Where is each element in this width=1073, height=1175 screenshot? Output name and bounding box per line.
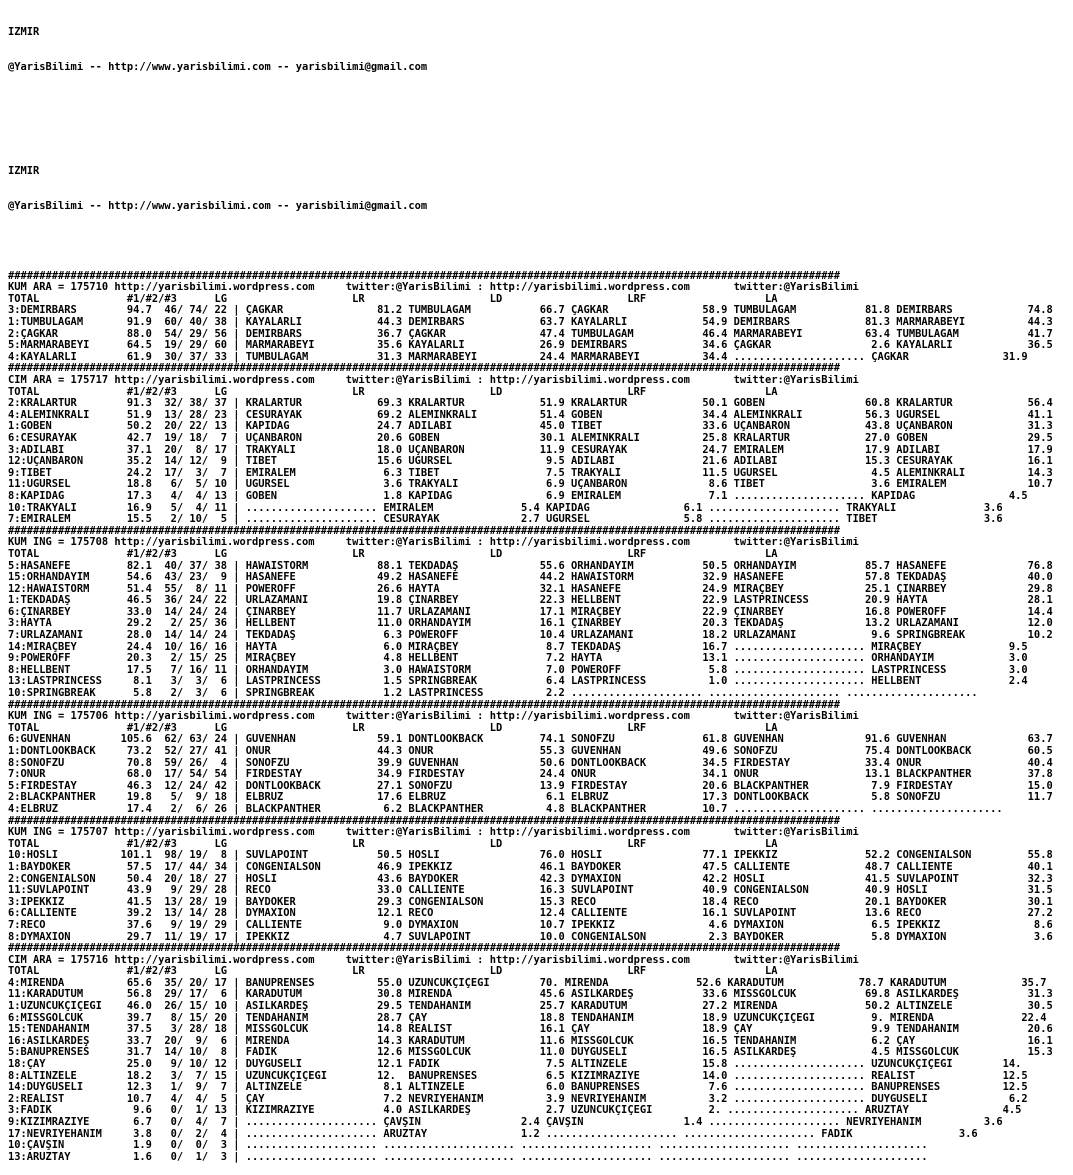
result-row: 2:KRALARTUR 91.3 32/ 38/ 37 | KRALARTUR 69.3 KRALARTUR 51.9 KRALARTUR 50.1 GOBEN 60.8 KRALARTUR 56.4 (8, 398, 1053, 410)
result-row: 4:ALEMİNKRALI 51.9 13/ 28/ 23 | CESURAYAK 69.2 ALEMİNKRALI 51.4 GOBEN 34.4 ALEMİNKRALI 56.3 UGURSEL 41.1 (8, 409, 1053, 421)
result-row: 6:CESURAYAK 42.7 19/ 18/ 7 | UÇANBARON 20.6 GOBEN 30.1 ALEMİNKRALI 25.8 KRALARTUR 27.0 GOBEN 29.5 (8, 432, 1053, 444)
result-row: 15:TENDAHANIM 37.5 3/ 28/ 18 | MİSSGOLCÜK 14.8 REALİST 16.1 ÇAY 18.9 ÇAY 9.9 TENDAHANIM 20.6 (8, 1024, 1053, 1036)
result-row: 1:BAYDOKER 57.5 17/ 44/ 34 | CONGENIALSON 46.9 İPEKKIZ 46.1 BAYDOKER 47.5 CALLİENTE 48.7 CALLİENTE 40.1 (8, 861, 1053, 873)
result-row: 3:DEMİRBARS 94.7 46/ 74/ 22 | ÇAGKAR 81.2 TUMBULAĞAM 66.7 ÇAGKAR 58.9 TUMBULAĞAM 81.8 DEMİRBARS 74.8 (8, 305, 1053, 317)
column-header-line: TOTAL #1/#2/#3 LG LR LD LRF LA (8, 548, 778, 560)
result-row: 2:CONGENIALSON 50.4 20/ 18/ 27 | HOSLİ 43.6 BAYDOKER 42.3 DYMAXION 42.2 HOSLİ 41.5 SUVLAPOINT 32.3 (8, 873, 1053, 885)
contact-line: @YarisBilimi -- http://www.yarisbilimi.com -- yarisbilimi@gmail.com (8, 61, 428, 73)
result-row: 11:SUVLAPOINT 43.9 9/ 29/ 28 | RECO 33.0 CALLİENTE 16.3 SUVLAPOINT 40.9 CONGENIALSON 40.9 HOSLİ 31.5 (8, 885, 1053, 897)
column-header-line: TOTAL #1/#2/#3 LG LR LD LRF LA (8, 838, 778, 850)
result-row: 4:MİRENDA 65.6 35/ 20/ 17 | BANUPRENSES 55.0 UZUNCUKÇİÇEĞİ 70. MİRENDA 52.6 KARADUTUM 78.7 KARADUTUM 35.7 (8, 977, 1047, 989)
result-row: 2:REALİST 10.7 4/ 4/ 5 | ÇAY 7.2 NEVRİYEHANIM 3.9 NEVRİYEHANIM 3.2 ..................... DUYGUSELİ 6.2 (8, 1093, 1028, 1105)
race-block (8, 816, 1073, 944)
city-title: IZMIR (8, 166, 40, 178)
race-block (8, 363, 1073, 525)
race-title-line: KUM ARA = 175710 http://yarisbilimi.wordpress.com twitter:@YarisBilimi : http://yarisbilimi.wordpress.com twitter:@YarisBilimi (8, 282, 859, 294)
result-row: 8:ALTINZELE 18.2 3/ 7/ 15 | UZUNCUKÇİÇEĞİ 12. BANUPRENSES 6.5 KIZIMRAZİYE 14.0 ..................... REALİST 12.5 (8, 1070, 1028, 1082)
spacer (8, 97, 1073, 109)
result-row: 14:DUYGUSELİ 12.3 1/ 9/ 7 | ALTINZELE 8.1 ALTINZELE 6.0 BANUPRENSES 7.6 ..................... BANUPRENSES 12.5 (8, 1082, 1028, 1094)
race-title-line: CIM ARA = 175717 http://yarisbilimi.wordpress.com twitter:@YarisBilimi : http://yarisbilimi.wordpress.com twitter:@YarisBilimi (8, 375, 859, 386)
result-row: 4:ELBRUZ 17.4 2/ 6/ 26 | BLACKPANTHER 6.2 BLACKPANTHER 4.8 BLACKPANTHER 10.7 ..................... ..................... (8, 803, 1003, 815)
result-row: 7:RECO 37.6 9/ 19/ 29 | CALLİENTE 9.0 DYMAXION 10.7 İPEKKIZ 4.6 DYMAXION 6.5 İPEKKIZ 8.6 (8, 919, 1053, 931)
result-row: 1:TUMBULAĞAM 91.9 60/ 40/ 38 | KAYALARLI 44.3 DEMİRBARS 63.7 KAYALARLI 54.9 DEMİRBARS 81.3 MARMARABEYİ 44.3 (8, 317, 1053, 329)
column-header-line: TOTAL #1/#2/#3 LG LR LD LRF LA (8, 293, 778, 305)
spacer (8, 132, 1073, 144)
result-row: 1:TEKDADAŞ 46.5 36/ 24/ 22 | URLAZAMANI 19.8 ÇINARBEY 22.3 HELLBENT 22.9 LASTPRINCESS 20.9 HAYTA 28.1 (8, 595, 1053, 607)
result-row: 8:DYMAXION 29.7 11/ 19/ 17 | İPEKKIZ 4.7 SUVLAPOINT 10.0 CONGENIALSON 2.3 BAYDOKER 5.8 DYMAXION 3.6 (8, 931, 1053, 943)
result-row: 3:FADİK 9.6 0/ 1/ 13 | KIZIMRAZİYE 4.0 ASİLKARDEŞ 2.7 UZUNCUKÇİÇEĞİ 2. ..................... ARUZTAY 4.5 (8, 1105, 1022, 1117)
separator-line: ##################################################################################################################################### (8, 270, 841, 282)
result-row: 1:GOBEN 50.2 20/ 22/ 13 | KAPIDAĞ 24.7 ADİLABİ 45.0 TİBET 33.6 UÇANBARON 43.8 UÇANBARON 31.3 (8, 421, 1053, 433)
contact-line: @YarisBilimi -- http://www.yarisbilimi.com -- yarisbilimi@gmail.com (8, 201, 428, 213)
result-row: 11:UGURSEL 18.8 6/ 5/ 10 | UGURSEL 3.6 TRAKYALI 6.9 UÇANBARON 8.6 TİBET 3.6 EMİRALEM 10.7 (8, 479, 1053, 491)
result-row: 4:KAYALARLI 61.9 30/ 37/ 33 | TUMBULAĞAM 31.3 MARMARABEYİ 24.4 MARMARABEYİ 34.4 ..................... ÇAGKAR 31.9 (8, 351, 1028, 363)
result-row: 13:LASTPRINCESS 8.1 3/ 3/ 6 | LASTPRINCESS 1.5 SPRINGBREAK 6.4 LASTPRINCESS 1.0 ..................... HELLBENT 2.4 (8, 676, 1028, 688)
result-row: 5:MARMARABEYİ 64.5 19/ 29/ 60 | MARMARABEYİ 35.6 KAYALARLI 26.9 DEMİRBARS 34.6 ÇAGKAR 2.6 KAYALARLI 36.5 (8, 340, 1053, 352)
result-row: 10:ÇAVŞIN 1.9 0/ 0/ 3 | ..................... ..................... ..................... ..................... ..................... (8, 1140, 928, 1152)
race-blocks (8, 271, 1073, 1164)
result-row: 10:SPRINGBREAK 5.8 2/ 3/ 6 | SPRINGBREAK 1.2 LASTPRINCESS 2.2 ..................... ..................... ..................... (8, 688, 978, 700)
result-row: 14:MİRAÇBEY 24.4 10/ 16/ 16 | HAYTA 6.0 MİRAÇBEY 8.7 TEKDADAŞ 16.7 ..................... MİRAÇBEY 9.5 (8, 641, 1028, 653)
column-header-line: TOTAL #1/#2/#3 LG LR LD LRF LA (8, 722, 778, 734)
result-row: 6:ÇINARBEY 33.0 14/ 24/ 24 | ÇINARBEY 11.7 URLAZAMANI 17.1 MİRAÇBEY 22.9 ÇINARBEY 16.8 POWEROFF 14.4 (8, 606, 1053, 618)
separator-line: ##################################################################################################################################### (8, 699, 841, 711)
separator-line: ##################################################################################################################################### (8, 525, 841, 537)
result-row: 6:GUVENHAN 105.6 62/ 63/ 24 | GUVENHAN 59.1 DONTLOOKBACK 74.1 SONOFZU 61.8 GUVENHAN 91.6 GUVENHAN 63.7 (8, 734, 1053, 746)
result-row: 1:DONTLOOKBACK 73.2 52/ 27/ 41 | ONUR 44.3 ONUR 55.3 GUVENHAN 49.6 SONOFZU 75.4 DONTLOOKBACK 60.5 (8, 746, 1053, 757)
result-row: 7:EMİRALEM 15.5 2/ 10/ 5 | ..................... CESURAYAK 2.7 UGURSEL 5.8 ..................... TİBET 3.6 (8, 514, 1003, 526)
spacer (8, 236, 1073, 248)
separator-line: ##################################################################################################################################### (8, 943, 841, 955)
race-title-line: KUM ING = 175707 http://yarisbilimi.wordpress.com twitter:@YarisBilimi : http://yarisbilimi.wordpress.com twitter:@YarisBilimi (8, 827, 859, 839)
result-row: 9:KIZIMRAZİYE 6.7 0/ 4/ 7 | ..................... ÇAVŞIN 2.4 ÇAVŞIN 1.4 ..................... NEVRİYEHANIM 3.6 (8, 1117, 1003, 1128)
result-row: 2:ÇAGKAR 88.0 54/ 29/ 56 | DEMİRBARS 36.7 ÇAGKAR 47.4 TUMBULAĞAM 46.4 MARMARABEYİ 63.4 TUMBULAĞAM 41.7 (8, 328, 1053, 340)
result-row: 10:HOSLİ 101.1 98/ 19/ 8 | SUVLAPOINT 50.5 HOSLİ 76.0 HOSLİ 77.1 İPEKKIZ 52.2 CONGENIALSON 55.8 (8, 850, 1053, 862)
result-row: 9:POWEROFF 20.3 2/ 15/ 25 | MİRAÇBEY 4.8 HELLBENT 7.2 HAYTA 13.1 ..................... ORHANDAYIM 3.0 (8, 653, 1028, 665)
result-row: 12:HAWAISTORM 51.4 55/ 8/ 11 | POWEROFF 26.6 HAYTA 32.1 HASANEFE 24.9 MİRAÇBEY 25.1 ÇINARBEY 29.8 (8, 583, 1053, 595)
result-row: 5:BANUPRENSES 31.7 14/ 10/ 8 | FADİK 12.6 MİSSGOLCÜK 11.0 DUYGUSELİ 16.5 ASİLKARDEŞ 4.5 MİSSGOLCÜK 15.3 (8, 1047, 1053, 1059)
result-row: 17:NEVRİYEHANIM 3.8 0/ 2/ 4 | ..................... ARUZTAY 1.2 ..................... ..................... FADİK 3.6 (8, 1128, 978, 1140)
race-title-line: KUM ING = 175706 http://yarisbilimi.wordpress.com twitter:@YarisBilimi : http://yarisbilimi.wordpress.com twitter:@YarisBilimi (8, 711, 859, 723)
result-row: 15:ORHANDAYIM 54.6 43/ 23/ 9 | HASANEFE 49.2 HASANEFE 44.2 HAWAISTORM 32.9 HASANEFE 57.8 TEKDADAŞ 40.0 (8, 572, 1053, 584)
result-row: 2:BLACKPANTHER 19.8 5/ 9/ 18 | ELBRUZ 17.6 ELBRUZ 6.1 ELBRUZ 17.3 DONTLOOKBACK 5.8 SONOFZU 11.7 (8, 792, 1053, 804)
separator-line: ##################################################################################################################################### (8, 363, 841, 375)
result-row: 3:HAYTA 29.2 2/ 25/ 36 | HELLBENT 11.0 ORHANDAYIM 16.1 ÇINARBEY 20.3 TEKDADAŞ 13.2 URLAZAMANI 12.0 (8, 618, 1053, 630)
result-row: 7:URLAZAMANI 28.0 14/ 14/ 24 | TEKDADAŞ 6.3 POWEROFF 10.4 URLAZAMANI 18.2 URLAZAMANI 9.6 SPRINGBREAK 10.2 (8, 630, 1053, 642)
race-title-line: KUM ING = 175708 http://yarisbilimi.wordpress.com twitter:@YarisBilimi : http://yarisbilimi.wordpress.com twitter:@YarisBilimi (8, 537, 859, 549)
result-row: 16:ASİLKARDEŞ 33.7 20/ 9/ 6 | MİRENDA 14.3 KARADUTUM 11.6 MİSSGOLCÜK 16.5 TENDAHANIM 6.2 ÇAY 16.1 (8, 1035, 1053, 1047)
column-header-line: TOTAL #1/#2/#3 LG LR LD LRF LA (8, 386, 778, 398)
race-title-line: CIM ARA = 175716 http://yarisbilimi.wordpress.com twitter:@YarisBilimi : http://yarisbilimi.wordpress.com twitter:@YarisBilimi (8, 954, 859, 966)
result-row: 5:HASANEFE 82.1 40/ 37/ 38 | HAWAISTORM 88.1 TEKDADAŞ 55.6 ORHANDAYIM 50.5 ORHANDAYIM 85.7 HASANEFE 76.8 (8, 560, 1053, 572)
result-row: 6:CALLİENTE 39.2 13/ 14/ 28 | DYMAXION 12.1 RECO 12.4 CALLİENTE 16.1 SUVLAPOINT 13.6 RECO 27.2 (8, 908, 1053, 920)
result-row: 5:FİRDESTAY 46.3 12/ 24/ 42 | DONTLOOKBACK 27.1 SONOFZU 13.9 FİRDESTAY 20.6 BLACKPANTHER 7.9 FİRDESTAY 15.0 (8, 780, 1053, 792)
race-block (8, 526, 1073, 700)
separator-line: ##################################################################################################################################### (8, 815, 841, 827)
result-row: 11:KARADUTUM 56.8 29/ 17/ 6 | KARADUTUM 30.8 MİRENDA 45.6 ASİLKARDEŞ 33.6 MİSSGOLCÜK 69.8 ASİLKARDEŞ 31.3 (8, 989, 1053, 1001)
race-block (8, 271, 1073, 364)
result-row: 3:ADİLABİ 37.1 20/ 8/ 17 | TRAKYALI 18.0 UÇANBARON 11.9 CESURAYAK 24.7 EMİRALEM 17.9 ADİLABİ 17.9 (8, 444, 1053, 456)
result-row: 3:İPEKKIZ 41.5 13/ 28/ 19 | BAYDOKER 29.3 CONGENIALSON 15.3 RECO 18.4 RECO 20.1 BAYDOKER 30.1 (8, 896, 1053, 908)
column-header-line: TOTAL #1/#2/#3 LG LR LD LRF LA (8, 966, 778, 978)
city-title: IZMIR (8, 27, 40, 39)
race-block (8, 700, 1073, 816)
result-row: 8:SONOFZU 70.8 59/ 26/ 4 | SONOFZU 39.9 GUVENHAN 50.6 DONTLOOKBACK 34.5 FİRDESTAY 33.4 ONUR 40.4 (8, 757, 1053, 769)
result-row: 9:TİBET 24.2 17/ 3/ 7 | EMİRALEM 6.3 TİBET 7.5 TRAKYALI 11.5 UGURSEL 4.5 ALEMİNKRALI 14.3 (8, 467, 1053, 479)
result-row: 8:HELLBENT 17.5 7/ 16/ 11 | ORHANDAYIM 3.0 HAWAISTORM 7.0 POWEROFF 5.8 ..................... LASTPRINCESS 3.0 (8, 664, 1028, 676)
result-row: 8:KAPIDAĞ 17.3 4/ 4/ 13 | GOBEN 1.8 KAPIDAĞ 6.9 EMİRALEM 7.1 ..................... KAPIDAĞ 4.5 (8, 490, 1028, 502)
result-row: 1:UZUNCUKÇİÇEĞİ 46.0 26/ 15/ 10 | ASİLKARDEŞ 29.5 TENDAHANIM 25.7 KARADUTUM 27.2 MİRENDA 50.2 ALTINZELE 30.5 (8, 1001, 1053, 1013)
race-block (8, 943, 1073, 1163)
result-row: 18:ÇAY 25.0 9/ 10/ 12 | DUYGUSELİ 12.1 FADİK 7.5 ALTINZELE 15.8 ..................... UZUNCUKÇİÇEĞİ 14. (8, 1059, 1022, 1071)
result-row: 10:TRAKYALI 16.9 5/ 4/ 11 | ..................... EMİRALEM 5.4 KAPIDAĞ 6.1 ..................... TRAKYALI 3.6 (8, 502, 1003, 514)
result-row: 7:ONUR 68.0 17/ 54/ 54 | FİRDESTAY 34.9 FİRDESTAY 24.4 ONUR 34.1 ONUR 13.1 BLACKPANTHER 37.8 (8, 769, 1053, 781)
result-row: 6:MİSSGOLCÜK 39.7 8/ 15/ 20 | TENDAHANIM 28.7 ÇAY 18.8 TENDAHANIM 18.9 UZUNCUKÇİÇEĞİ 9. MİRENDA 22.4 (8, 1012, 1047, 1024)
result-row: 13:ARUZTAY 1.6 0/ 1/ 3 | ..................... ..................... ..................... ..................... ..................... (8, 1151, 928, 1163)
result-row: 12:UÇANBARON 35.2 14/ 12/ 9 | TİBET 15.6 UGURSEL 9.5 ADİLABİ 21.6 ADİLABİ 15.3 CESURAYAK 16.1 (8, 456, 1053, 468)
